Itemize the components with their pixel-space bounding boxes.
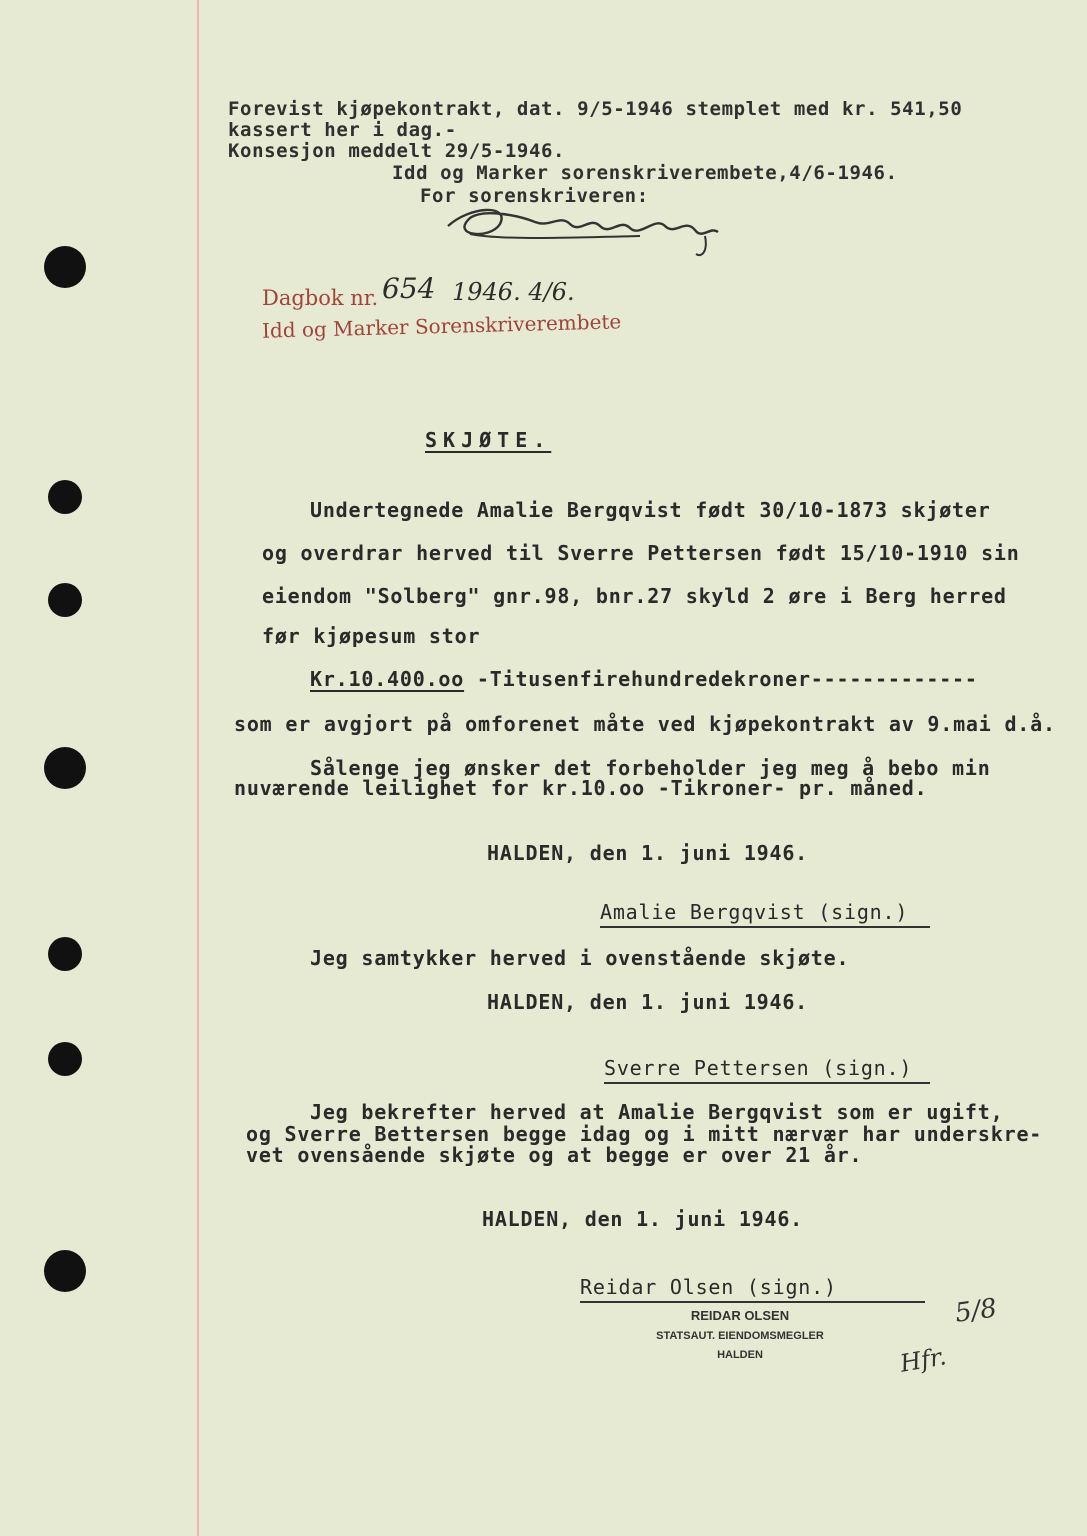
header-line-5: For sorenskriveren: [420, 185, 649, 207]
realtor-name: REIDAR OLSEN [690, 1308, 790, 1323]
stamp-number: 654 [382, 272, 436, 305]
attest-line-3: vet ovensående skjøte og at begge er over 21 år. [246, 1143, 863, 1167]
punch-hole [48, 1042, 82, 1076]
body-line-1: Undertegnede Amalie Bergqvist født 30/10-1873 skjøter [310, 498, 991, 522]
body-line-3: eiendom "Solberg" gnr.98, bnr.27 skyld 2 øre i Berg herred [262, 584, 1007, 608]
body-line-8: nuværende leilighet for kr.10.oo -Tikroner- pr. måned. [234, 776, 928, 800]
attest-line-1: Jeg bekrefter herved at Amalie Bergqvist som er ugift, [310, 1100, 1004, 1124]
stamp-office: Idd og Marker Sorenskriverembete [261, 309, 622, 343]
place-date-3: HALDEN, den 1. juni 1946. [482, 1207, 804, 1231]
amount-words: -Titusenfirehundredekroner------------- [464, 667, 978, 691]
header-line-4: Idd og Marker sorenskriverembete,4/6-1946. [392, 162, 898, 184]
body-line-6: som er avgjort på omforenet måte ved kjøpekontrakt av 9.mai d.å. [234, 712, 1056, 736]
place-date-2: HALDEN, den 1. juni 1946. [487, 990, 809, 1014]
realtor-city: HALDEN [717, 1349, 763, 1361]
consent-line: Jeg samtykker herved i ovenstående skjøte. [310, 946, 850, 970]
registrar-signature [440, 196, 730, 266]
body-line-4: før kjøpesum stor [262, 624, 481, 648]
header-line-2: kassert her i dag.- [228, 119, 457, 141]
margin-line [197, 0, 199, 1536]
punch-hole [48, 937, 82, 971]
signature-amalie: Amalie Bergqvist (sign.) [600, 900, 930, 928]
body-line-7: Sålenge jeg ønsker det forbeholder jeg meg å bebo min [310, 756, 991, 780]
stamp-label: Dagbok nr. [262, 286, 379, 310]
body-line-2: og overdrar herved til Sverre Pettersen født 15/10-1910 sin [262, 541, 1020, 565]
place-date-1: HALDEN, den 1. juni 1946. [487, 841, 809, 865]
stamp-year-date: 1946. 4/6. [452, 278, 575, 306]
punch-hole [44, 747, 86, 789]
initials: Hfr. [897, 1342, 949, 1378]
margin-note: 5/8 [953, 1293, 999, 1329]
attest-line-2: og Sverre Bettersen begge idag og i mitt nærvær har underskre- [246, 1122, 1043, 1146]
punch-hole [48, 480, 82, 514]
punch-hole [44, 1250, 86, 1292]
punch-hole [48, 583, 82, 617]
header-line-1: Forevist kjøpekontrakt, dat. 9/5-1946 stemplet med kr. 541,50 [228, 98, 963, 120]
signature-sverre: Sverre Pettersen (sign.) [604, 1056, 930, 1084]
deed-title: SKJØTE. [425, 428, 552, 452]
realtor-title: STATSAUT. EIENDOMSMEGLER [656, 1330, 824, 1342]
punch-hole [44, 246, 86, 288]
signature-reidar: Reidar Olsen (sign.) [580, 1275, 925, 1303]
amount-figure: Kr.10.400.oo [310, 667, 465, 691]
amount-line [310, 667, 978, 691]
header-line-3: Konsesjon meddelt 29/5-1946. [228, 140, 566, 162]
